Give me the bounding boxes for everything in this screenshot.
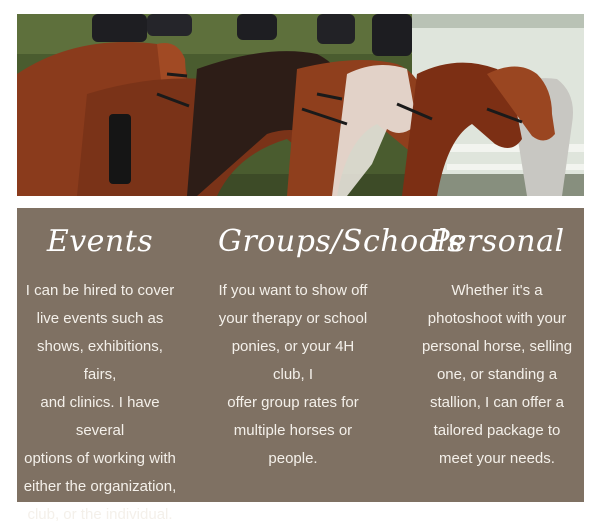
description-line: and clinics. I have several — [40, 394, 160, 439]
groups-schools-description — [218, 277, 368, 473]
services-panel — [17, 208, 584, 523]
rider-boot — [109, 114, 131, 184]
events-column — [19, 208, 181, 523]
description-line: people. — [268, 450, 318, 467]
description-line: either the organization, — [23, 478, 177, 495]
description-line: Whether it's a — [451, 282, 543, 299]
rider — [317, 14, 355, 44]
personal-column — [417, 208, 577, 502]
description-line: club, or the individual. — [27, 506, 173, 523]
description-line: I can be hired to cover — [25, 282, 175, 299]
description-line: tailored package to — [433, 422, 561, 439]
events-heading: Events — [46, 224, 154, 259]
rider — [237, 14, 277, 40]
description-line: personal horse, selling — [421, 338, 573, 355]
personal-heading: Personal — [429, 224, 565, 259]
description-line: photoshoot with your — [427, 310, 567, 327]
rider — [92, 14, 147, 42]
description-line: stallion, I can offer a — [430, 394, 564, 411]
description-line: your therapy or school — [218, 310, 368, 327]
description-line: one, or standing a — [436, 366, 558, 383]
rider — [147, 14, 192, 36]
description-line: offer group rates for — [227, 394, 359, 411]
description-line: shows, exhibitions, fairs, — [37, 338, 163, 383]
description-line: multiple horses or — [233, 422, 353, 439]
groups-schools-heading: Groups/Schools — [218, 224, 464, 259]
groups-schools-column — [218, 208, 464, 502]
events-description — [19, 277, 181, 529]
personal-description — [417, 277, 577, 473]
description-line: live events such as — [36, 310, 164, 327]
horses-illustration — [17, 14, 584, 196]
horses-photo — [17, 14, 584, 196]
description-line: options of working with — [24, 450, 176, 467]
description-line: If you want to show off — [218, 282, 368, 299]
description-line: ponies, or your 4H club, I — [231, 338, 355, 383]
rider — [372, 14, 412, 56]
description-line: meet your needs. — [439, 450, 555, 467]
barn-roof — [412, 14, 584, 28]
